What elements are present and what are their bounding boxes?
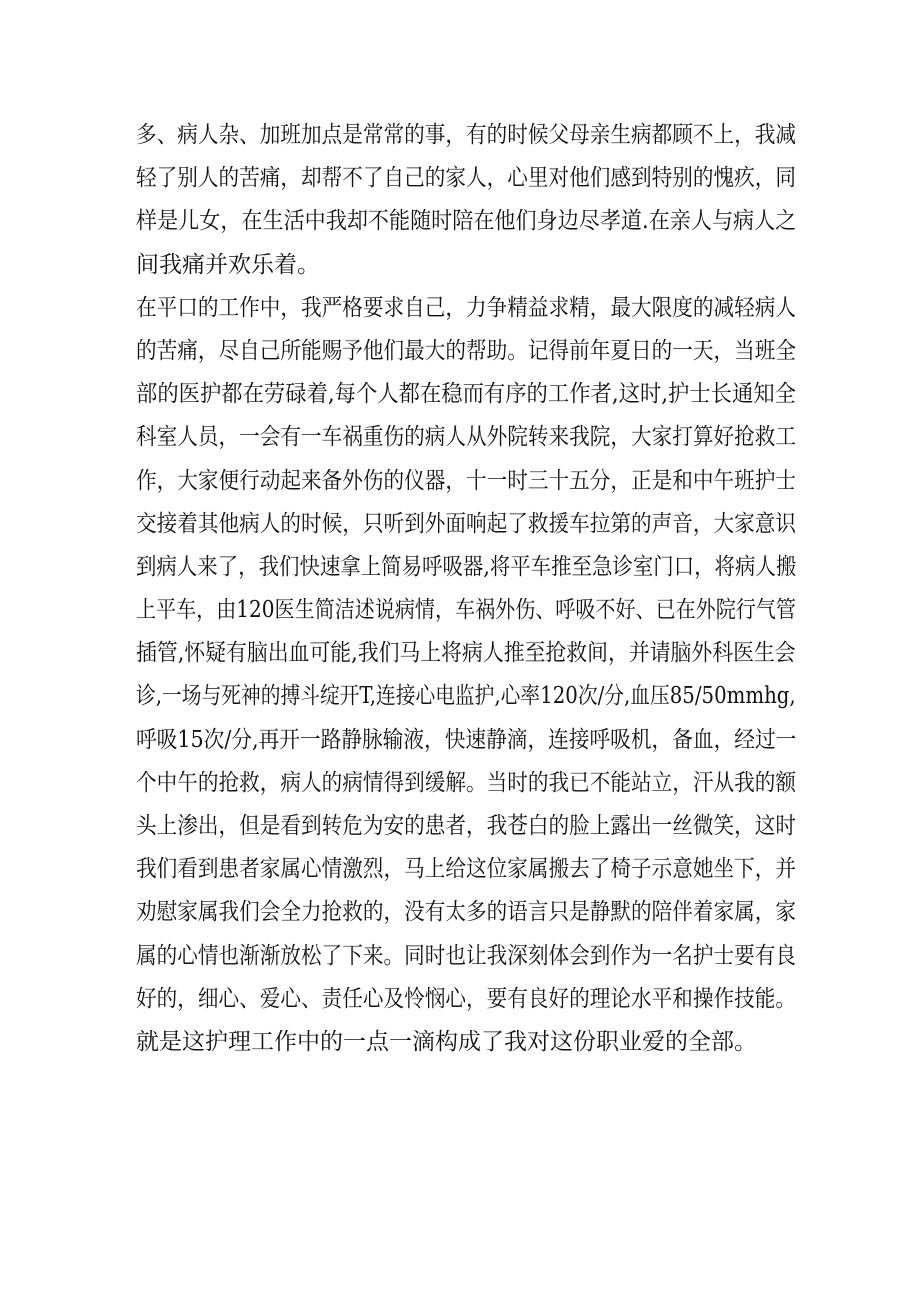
text-line: 我们看到患者家属心情激烈，马上给这位家属搬去了椅子示意她坐下，并	[136, 856, 796, 883]
text-line: 好的，细心、爱心、责任心及怜悯心，要有良好的理论水平和操作技能。	[136, 985, 796, 1012]
text-line: 在平口的工作中，我严格要求自己，力争精益求精，最大限度的减轻病人	[136, 294, 796, 321]
text-line: 多、病人杂、加班加点是常常的事，有的时候父母亲生病都顾不上，我减	[136, 122, 796, 148]
text-line: 个中午的抢救，病人的病情得到缓解。当时的我已不能站立，汗从我的额	[136, 769, 796, 796]
body-text	[136, 114, 796, 1064]
text-line: 作，大家便行动起来备外伤的仪器，十一时三十五分，正是和中午班护士	[136, 467, 796, 494]
text-line: 就是这护理工作中的一点一滴构成了我对这份职业爱的全部。	[136, 1028, 757, 1055]
text-line: 呼吸15次/分,再开一路静脉输液，快速静滴，连接呼吸机，备血，经过一	[136, 726, 797, 753]
text-line: 诊,一场与死神的搏斗绽开T,连接心电监护,心率120次/分,血压85/50mmhg,	[136, 683, 796, 710]
text-line: 上平车，由120医生简洁述说病情，车祸外伤、呼吸不好、已在外院行气管	[136, 597, 796, 624]
text-line: 劝慰家属我们会全力抢救的，没有太多的语言只是静默的陪伴着家属，家	[136, 899, 796, 926]
text-line: 交接着其他病人的时候，只听到外面响起了救援车拉第的声音，大家意识	[136, 510, 796, 537]
text-line: 样是儿女，在生活中我却不能随时陪在他们身边尽孝道.在亲人与病人之	[136, 208, 797, 235]
text-line: 属的心情也渐渐放松了下来。同时也让我深刻体会到作为一名护士要有良	[136, 942, 796, 969]
text-line: 部的医护都在劳碌着,每个人都在稳而有序的工作者,这时,护士长通知全	[136, 381, 796, 408]
text-line: 头上渗出，但是看到转危为安的患者，我苍白的脸上露出一丝微笑，这时	[136, 813, 796, 839]
text-line: 间我痛并欢乐着。	[136, 251, 320, 278]
text-line: 科室人员，一会有一车祸重伤的病人从外院转来我院，大家打算好抢救工	[136, 424, 796, 451]
text-line: 到病人来了，我们快速拿上简易呼吸器,将平车推至急诊室门口，将病人搬	[136, 553, 797, 580]
text-line: 轻了别人的苦痛，却帮不了自己的家人，心里对他们感到特别的愧疚，同	[136, 165, 796, 192]
text-line: 的苦痛，尽自己所能赐予他们最大的帮助。记得前年夏日的一天，当班全	[136, 337, 796, 364]
text-line: 插管,怀疑有脑出血可能,我们马上将病人推至抢救间，并请脑外科医生会	[136, 640, 796, 667]
